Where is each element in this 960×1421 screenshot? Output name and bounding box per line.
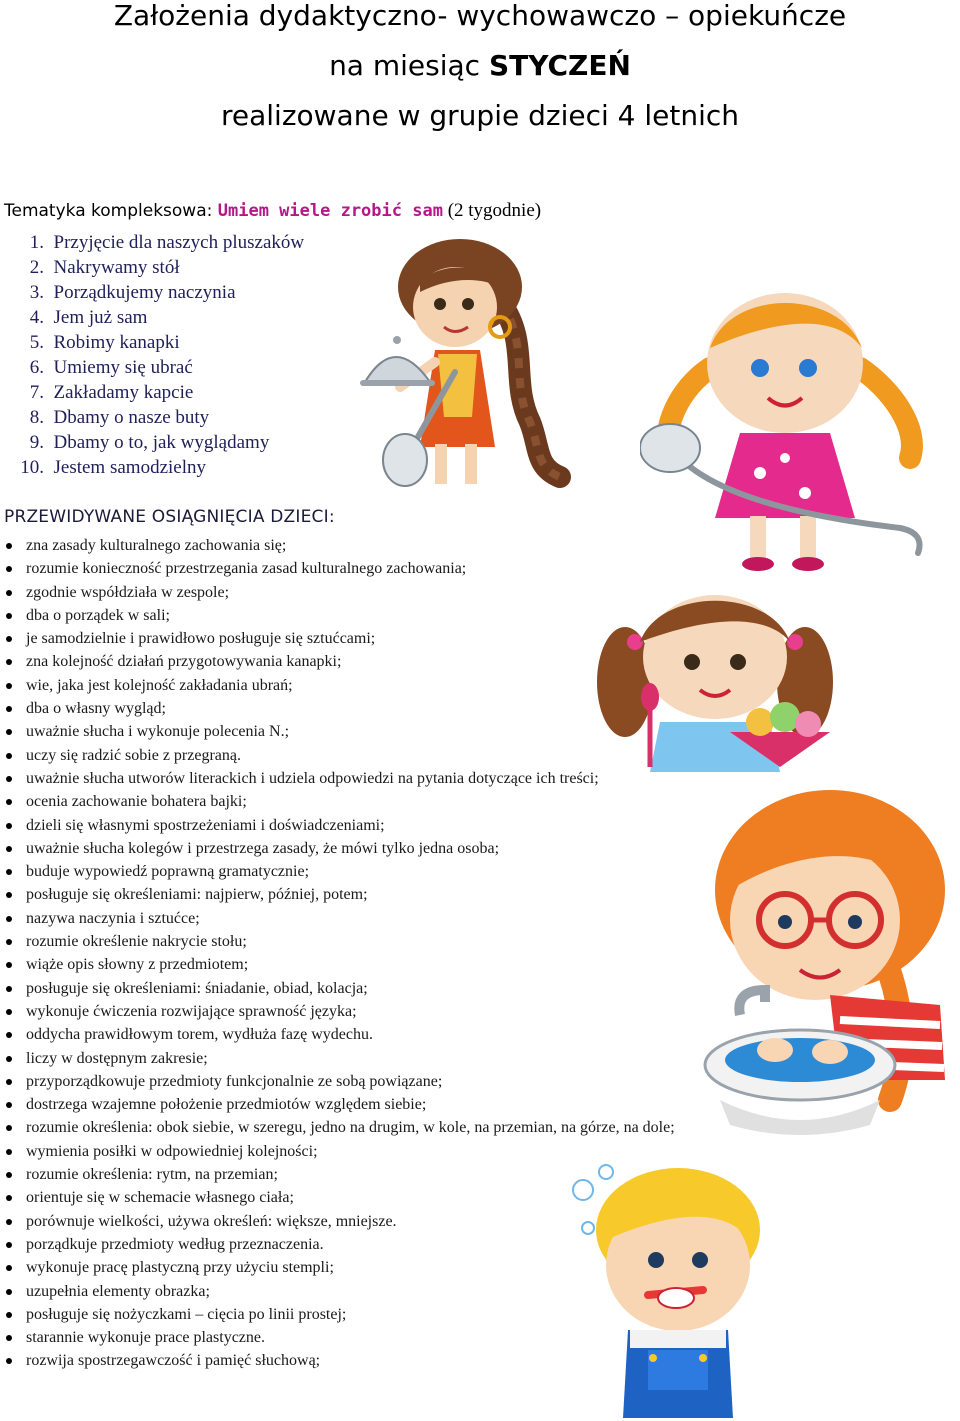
title-month: STYCZEŃ — [488, 49, 631, 82]
goal-item: buduje wypowiedź poprawną gramatycznie; — [0, 860, 675, 883]
goal-item: uczy się radzić sobie z przegraną. — [0, 744, 675, 767]
title-line-1: Założenia dydaktyczno- wychowawczo – opiekuńcze — [113, 0, 847, 32]
topic-text: Przyjęcie dla naszych pluszaków — [53, 232, 305, 253]
topic-number: 9. — [29, 432, 44, 453]
goal-item: nazywa naczynia i sztućce; — [0, 907, 675, 930]
tematyka-highlight: Umiem wiele zrobić sam — [217, 201, 443, 221]
goal-item: rozwija spostrzegawczość i pamięć słuchową; — [0, 1349, 675, 1372]
goal-item: zgodnie współdziała w zespole; — [0, 581, 675, 604]
goal-item: wykonuje pracę plastyczną przy użyciu stempli; — [0, 1256, 675, 1279]
goal-item: liczy w dostępnym zakresie; — [0, 1047, 675, 1070]
goal-item: posługuje się nożyczkami – cięcia po linii prostej; — [0, 1303, 675, 1326]
topic-number: 2. — [29, 257, 44, 278]
topic-item — [0, 280, 304, 305]
goal-item: wykonuje ćwiczenia rozwijające sprawność języka; — [0, 1000, 675, 1023]
topic-number: 3. — [29, 282, 44, 303]
goal-item: posługuje się określeniami: najpierw, później, potem; — [0, 883, 675, 906]
title-line-3: realizowane w grupie dzieci 4 letnich — [220, 99, 740, 132]
topic-text: Jestem samodzielny — [53, 457, 206, 478]
title-line-2-prefix: na miesiąc — [329, 49, 489, 82]
goal-item: zna kolejność działań przygotowywania kanapki; — [0, 650, 675, 673]
topic-item — [0, 255, 304, 280]
topic-item — [0, 430, 304, 455]
topic-text: Robimy kanapki — [53, 332, 180, 353]
goal-item: wie, jaka jest kolejność zakładania ubrań; — [0, 674, 675, 697]
girl-with-ladle-illustration — [640, 258, 940, 576]
topic-item — [0, 330, 304, 355]
topic-number: 8. — [29, 407, 44, 428]
topics-list — [0, 230, 304, 480]
goal-item: rozumie określenia: obok siebie, w szeregu, jedno na drugim, w kole, na przemian, na górze, na dole; — [0, 1116, 675, 1139]
topic-text: Porządkujemy naczynia — [53, 282, 236, 303]
topic-item — [0, 380, 304, 405]
goal-item: rozumie konieczność przestrzegania zasad kulturalnego zachowania; — [0, 557, 675, 580]
goal-item: porównuje wielkości, używa określeń: większe, mniejsze. — [0, 1210, 675, 1233]
goal-item: dba o porządek w sali; — [0, 604, 675, 627]
boy-brushing-teeth-illustration — [568, 1160, 768, 1418]
topic-text: Umiemy się ubrać — [53, 357, 193, 378]
topic-text: Dbamy o nasze buty — [53, 407, 210, 428]
goal-item: starannie wykonuje prace plastyczne. — [0, 1326, 675, 1349]
goal-item: przyporządkowuje przedmioty funkcjonalnie ze sobą powiązane; — [0, 1070, 675, 1093]
goal-item: uważnie słucha kolegów i przestrzega zasady, że mówi tylko jedna osoba; — [0, 837, 675, 860]
topic-text: Jem już sam — [53, 307, 148, 328]
goal-item: dostrzega wzajemne położenie przedmiotów względem siebie; — [0, 1093, 675, 1116]
goal-item: je samodzielnie i prawidłowo posługuje się sztućcami; — [0, 627, 675, 650]
goal-item: uważnie słucha utworów literackich i udziela odpowiedzi na pytania dotyczące ich treści; — [0, 767, 675, 790]
topic-text: Dbamy o to, jak wyglądamy — [53, 432, 270, 453]
topic-text: Nakrywamy stół — [53, 257, 180, 278]
topic-number: 5. — [29, 332, 44, 353]
girl-with-ice-cream-illustration — [580, 572, 840, 772]
goal-item: dba o własny wygląd; — [0, 697, 675, 720]
goal-item: uzupełnia elementy obrazka; — [0, 1280, 675, 1303]
goal-item: ocenia zachowanie bohatera bajki; — [0, 790, 675, 813]
goal-item: orientuje się w schemacie własnego ciała; — [0, 1186, 675, 1209]
topic-number: 1. — [29, 232, 44, 253]
title-line-2 — [0, 49, 960, 82]
topic-item — [0, 355, 304, 380]
tematyka-label: Tematyka kompleksowa: — [4, 201, 218, 221]
girl-with-tray-illustration — [360, 232, 600, 500]
tematyka-tail: (2 tygodnie) — [442, 200, 542, 221]
goal-item: rozumie określenia: rytm, na przemian; — [0, 1163, 675, 1186]
girl-washing-hands-illustration — [690, 780, 958, 1140]
goal-item: wymienia posiłki w odpowiedniej kolejności; — [0, 1140, 675, 1163]
topic-number: 7. — [29, 382, 44, 403]
goal-item: rozumie określenie nakrycie stołu; — [0, 930, 675, 953]
goal-item: oddycha prawidłowym torem, wydłuża fazę wydechu. — [0, 1023, 675, 1046]
topic-item — [0, 405, 304, 430]
topic-number: 4. — [29, 307, 44, 328]
goal-item: porządkuje przedmioty według przeznaczenia. — [0, 1233, 675, 1256]
topic-text: Zakładamy kapcie — [53, 382, 194, 403]
goal-item: uważnie słucha i wykonuje polecenia N.; — [0, 720, 675, 743]
topic-item — [0, 305, 304, 330]
topic-item — [0, 230, 304, 255]
goal-item: posługuje się określeniami: śniadanie, obiad, kolacja; — [0, 977, 675, 1000]
topic-item — [0, 455, 304, 480]
goal-item: zna zasady kulturalnego zachowania się; — [0, 534, 675, 557]
tematyka-line — [4, 200, 541, 222]
topic-number: 10. — [20, 457, 44, 478]
section-title: PRZEWIDYWANE OSIĄGNIĘCIA DZIECI: — [4, 507, 335, 527]
goal-item: wiąże opis słowny z przedmiotem; — [0, 953, 675, 976]
goal-item: dzieli się własnymi spostrzeżeniami i doświadczeniami; — [0, 814, 675, 837]
topic-number: 6. — [29, 357, 44, 378]
